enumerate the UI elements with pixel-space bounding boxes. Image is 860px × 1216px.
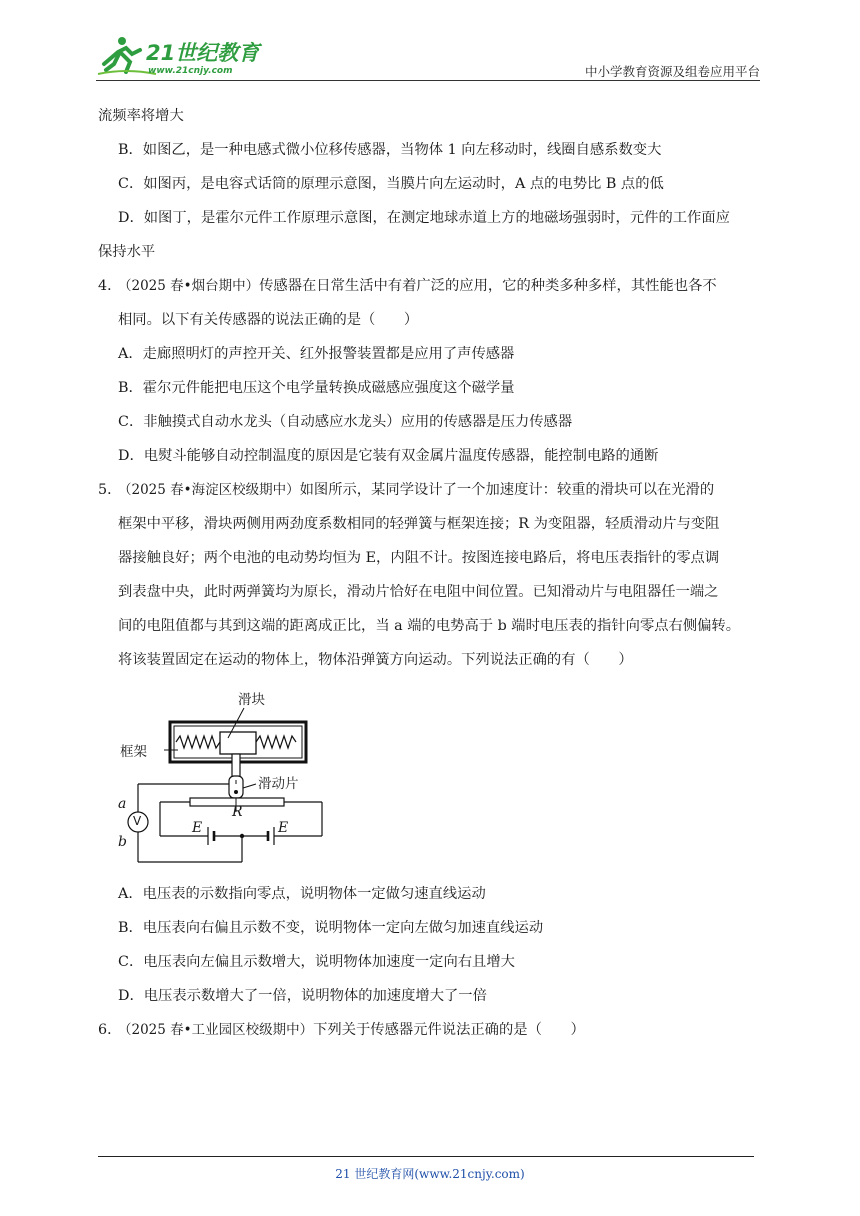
logo-text: 21世纪教育 [146,41,260,65]
q5-option-a: A．电压表的示数指向零点，说明物体一定做匀速直线运动 [118,886,486,902]
label-e-left: E [192,820,203,836]
q5-option-c: C．电压表向左偏且示数增大，说明物体加速度一定向右且增大 [118,954,515,970]
q5-stem-line2: 框架中平移，滑块两侧用两劲度系数相同的轻弹簧与框架连接；R 为变阻器，轻质滑动片与变阻 [118,516,720,532]
label-r: R [232,804,243,820]
page-header [96,30,760,80]
q5-number: 5． [98,482,122,498]
q6-source: （2025 春•工业园区校级期中） [118,1022,314,1038]
q5-stem-text: 如图所示，某同学设计了一个加速度计：较重的滑块可以在光滑的 [299,482,715,498]
label-sliding-piece: 滑动片 [258,776,299,792]
q6-number: 6． [98,1022,122,1038]
label-a: a [118,796,127,812]
q6-stem-text: 下列关于传感器元件说法正确的是（ ） [313,1022,585,1038]
q5-stem-line5: 间的电阻值都与其到这端的距离成正比，当 a 端的电势高于 b 端时电压表的指针向零点右侧偏转。 [118,618,741,634]
slider-rod [232,754,240,778]
platform-name: 中小学教育资源及组卷应用平台 [584,64,760,79]
q4-option-b: B．霍尔元件能把电压这个电学量转换成磁感应强度这个磁学量 [118,380,515,396]
label-b: b [118,834,127,850]
q4-option-c: C．非触摸式自动水龙头（自动感应水龙头）应用的传感器是压力传感器 [118,414,573,430]
q5-stem-line3: 器接触良好；两个电池的电动势均恒为 E，内阻不计。按图连接电路后，将电压表指针的零点调 [118,550,720,566]
site-logo [96,34,266,78]
q5-stem-line6: 将该装置固定在运动的物体上，物体沿弹簧方向运动。下列说法正确的有（ ） [118,652,633,668]
label-e-right: E [278,820,289,836]
q4-option-a: A．走廊照明灯的声控开关、红外报警装置都是应用了声传感器 [118,346,515,362]
prev-option-d: D．如图丁，是霍尔元件工作原理示意图，在测定地球赤道上方的地磁场强弱时，元件的工作面应 [118,210,730,226]
footer-divider [98,1156,754,1157]
q5-stem-line1 [98,478,764,512]
label-v: V [133,814,142,828]
logo-url: www.21cnjy.com [148,66,233,76]
left-spring [176,736,220,748]
q4-number: 4． [98,278,122,294]
q4-stem-line2: 相同。以下有关传感器的说法正确的是（ ） [118,312,419,328]
label-frame: 框架 [120,744,147,760]
prev-option-d-cont: 保持水平 [98,244,156,260]
label-slider: 滑块 [238,692,265,708]
prev-option-c: C．如图丙，是电容式话筒的原理示意图，当膜片向左运动时，A 点的电势比 B 点的低 [118,176,664,192]
prev-continuation: 流频率将增大 [98,108,184,124]
q5-option-b: B．电压表向右偏且示数不变，说明物体一定向左做匀加速直线运动 [118,920,544,936]
q4-source: （2025 春•烟台期中） [118,278,260,294]
slider-block [220,732,256,754]
q6-stem [98,1018,764,1052]
sliding-contact [229,776,243,798]
right-spring [256,736,296,748]
q4-option-d: D．电熨斗能够自动控制温度的原因是它装有双金属片温度传感器，能控制电路的通断 [118,448,659,464]
q5-source: （2025 春•海淀区校级期中） [118,482,300,498]
q5-option-d: D．电压表示数增大了一倍，说明物体的加速度增大了一倍 [118,988,487,1004]
question-content [98,104,764,1052]
q5-stem-line4: 到表盘中央，此时两弹簧均为原长，滑动片恰好在电阻中间位置。已知滑动片与电阻器任一端之 [118,584,719,600]
accelerometer-diagram [116,684,336,874]
header-divider [96,80,760,81]
footer-text: 21 世纪教育网(www.21cnjy.com) [335,1167,525,1181]
q4-stem-line1 [98,274,764,308]
q4-stem-text: 传感器在日常生活中有着广泛的应用，它的种类多种多样，其性能也各不 [259,278,717,294]
prev-option-b: B．如图乙，是一种电感式微小位移传感器，当物体 1 向左移动时，线圈自感系数变大 [118,142,662,158]
